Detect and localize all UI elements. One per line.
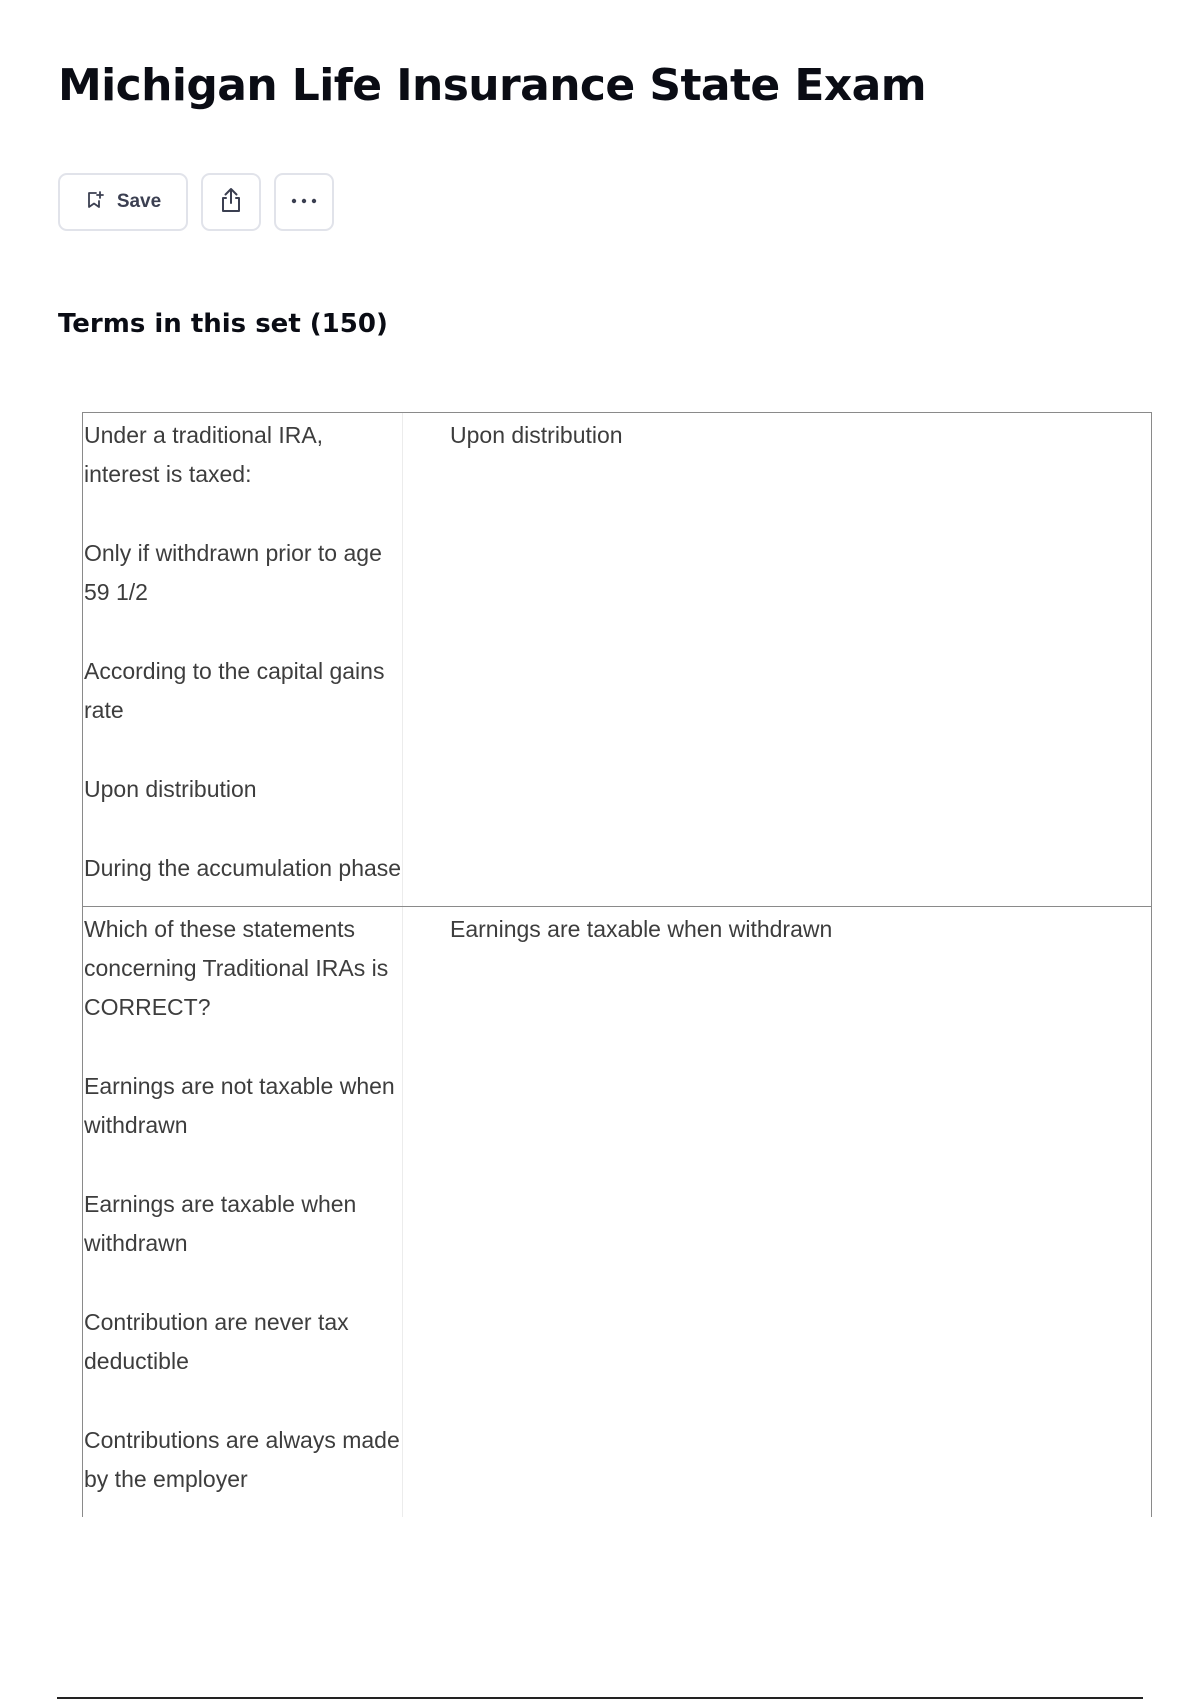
term-option: Upon distribution: [84, 776, 257, 802]
save-button-label: Save: [116, 191, 162, 212]
term-question: Under a traditional IRA, interest is taxed:: [84, 422, 324, 487]
terms-heading: Terms in this set (150): [58, 309, 388, 339]
term-question: Which of these statements concerning Traditional IRAs is CORRECT?: [84, 916, 389, 1020]
term-cell: [83, 413, 403, 906]
term-answer: Upon distribution: [450, 422, 623, 448]
definition-cell: [403, 413, 1151, 906]
term-option: Only if withdrawn prior to age 59 1/2: [84, 540, 382, 605]
term-answer: Earnings are taxable when withdrawn: [450, 916, 833, 942]
page-title: Michigan Life Insurance State Exam: [58, 60, 926, 111]
term-cell: [83, 907, 403, 1517]
term-option: Earnings are taxable when withdrawn: [84, 1191, 357, 1256]
definition-cell: [403, 907, 1151, 1517]
page-divider: [57, 1697, 1143, 1699]
term-option: During the accumulation phase: [84, 855, 402, 881]
term-option: Earnings are not taxable when withdrawn: [84, 1073, 395, 1138]
more-options-button[interactable]: [274, 173, 334, 231]
share-button[interactable]: [201, 173, 261, 231]
share-icon: [216, 185, 246, 220]
term-row: [83, 413, 1151, 906]
terms-table: [82, 412, 1152, 1517]
term-option: Contribution are never tax deductible: [84, 1309, 349, 1374]
bookmark-plus-icon: [85, 190, 105, 215]
save-button[interactable]: [58, 173, 188, 231]
term-option: Contributions are always made by the employer: [84, 1427, 400, 1492]
term-option: According to the capital gains rate: [84, 658, 385, 723]
more-horizontal-icon: [289, 193, 319, 211]
term-row: [83, 906, 1151, 1517]
